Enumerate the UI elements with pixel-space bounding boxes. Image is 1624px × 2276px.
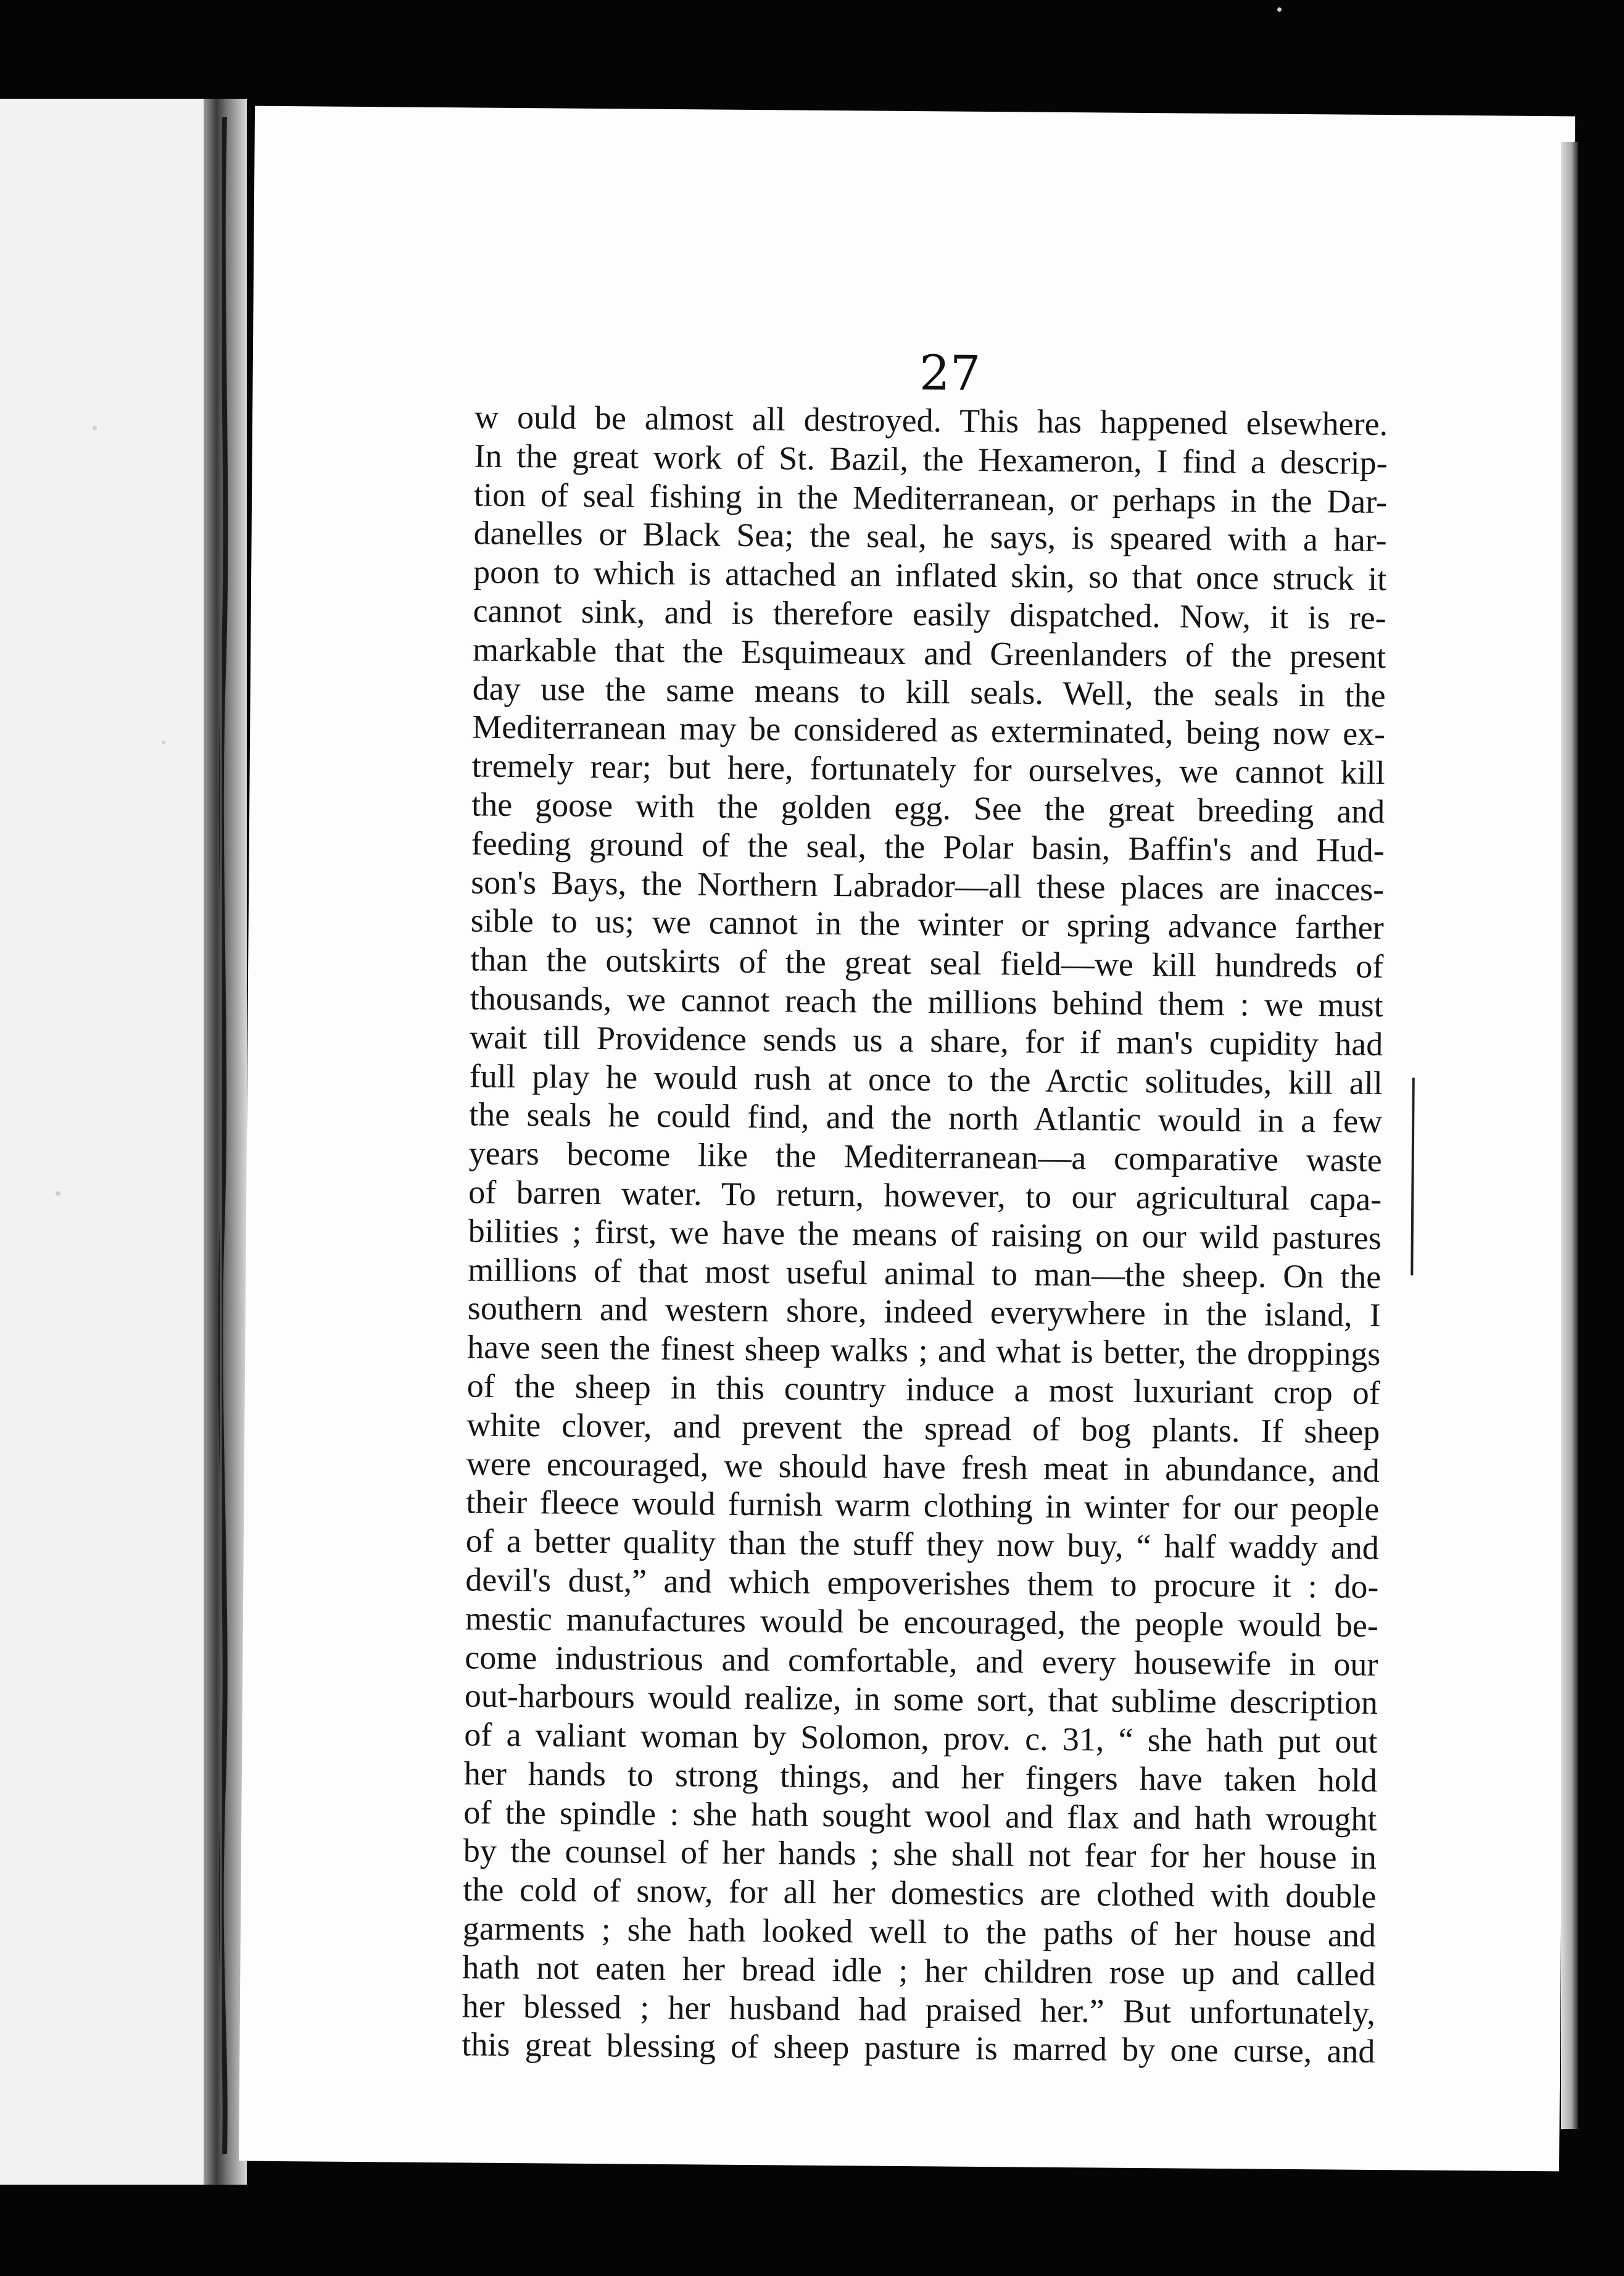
dust-speck — [1277, 7, 1282, 12]
text-line: years become like the Mediterranean—a comparative waste — [468, 1134, 1382, 1179]
text-line: wait till Providence sends us a share, for if man's cupidity had — [470, 1018, 1383, 1063]
text-line: this great blessing of sheep pasture is marred by one curse, and — [462, 2025, 1375, 2070]
text-line: their fleece would furnish warm clothing in winter for our people — [466, 1483, 1380, 1528]
text-line: out-harbours would realize, in some sort, that sublime description — [464, 1677, 1378, 1722]
text-line: the cold of snow, for all her domestics are clothed with double — [463, 1871, 1377, 1916]
text-line: southern and western shore, indeed everywhere in the island, I — [467, 1289, 1382, 1334]
text-line: than the outskirts of the great seal field—we kill hundreds of — [470, 941, 1384, 986]
page-number: 27 — [919, 346, 981, 402]
text-line: thousands, we cannot reach the millions behind them : we must — [470, 979, 1383, 1024]
text-line: hath not eaten her bread idle ; her children rose up and called — [462, 1948, 1376, 1993]
text-line: devil's dust,” and which empoverishes them to procure it : do- — [465, 1561, 1379, 1605]
text-line: by the counsel of her hands ; she shall not fear for her house in — [463, 1832, 1377, 1877]
text-line: w ould be almost all destroyed. This has happened elsewhere. — [474, 398, 1388, 443]
text-line: come industrious and comfortable, and every housewife in our — [465, 1638, 1378, 1683]
book-page — [239, 106, 1575, 2172]
text-line: poon to which is attached an inflated skin, so that once struck it — [473, 553, 1387, 598]
text-line: danelles or Black Sea; the seal, he says, is speared with a har- — [473, 514, 1387, 559]
text-line: cannot sink, and is therefore easily dispatched. Now, it is re- — [473, 592, 1386, 637]
text-line: of the spindle : she hath sought wool and flax and hath wrought — [463, 1793, 1377, 1838]
text-line: her blessed ; her husband had praised her.” But unfortunately, — [462, 1987, 1376, 2032]
text-line: the goose with the golden egg. See the great breeding and — [471, 786, 1385, 831]
binding-stitch — [215, 117, 234, 2154]
text-line: were encouraged, we should have fresh meat in abundance, and — [466, 1444, 1380, 1489]
dust-speck — [56, 1191, 60, 1196]
text-line: day use the same means to kill seals. Well, the seals in the — [472, 670, 1386, 714]
text-line: bilities ; first, we have the means of raising on our wild pastures — [468, 1212, 1382, 1256]
dust-speck — [93, 426, 97, 430]
text-line: her hands to strong things, and her fingers have taken hold — [463, 1755, 1378, 1799]
text-line: son's Bays, the Northern Labrador—all these places are inacces- — [471, 863, 1385, 908]
page-text-block — [462, 397, 1388, 2071]
text-line: Mediterranean may be considered as exterminated, being now ex- — [471, 708, 1386, 753]
margin-mark — [1411, 1078, 1415, 1275]
text-line: white clover, and prevent the spread of bog plants. If sheep — [466, 1406, 1380, 1450]
text-line: of a better quality than the stuff they now buy, “ half waddy and — [465, 1522, 1380, 1567]
text-line: tremely rear; but here, fortunately for ourselves, we cannot kill — [471, 747, 1385, 792]
text-line: feeding ground of the seal, the Polar basin, Baffin's and Hud- — [471, 824, 1385, 869]
text-line: of barren water. To return, however, to our agricultural capa- — [468, 1173, 1382, 1218]
text-line: full play he would rush at once to the Arctic solitudes, kill all — [469, 1057, 1383, 1102]
text-line: tion of seal fishing in the Mediterranean, or perhaps in the Dar- — [473, 476, 1388, 520]
text-line: of a valiant woman by Solomon, prov. c. 31, “ she hath put out — [464, 1716, 1378, 1761]
text-line: have seen the finest sheep walks ; and what is better, the droppings — [467, 1328, 1381, 1373]
page-edge-shadow — [1561, 142, 1578, 2129]
left-page-leaf — [0, 99, 204, 2185]
text-line: mestic manufactures would be encouraged, the people would be- — [465, 1600, 1379, 1644]
dust-speck — [162, 741, 165, 744]
text-line: millions of that most useful animal to man—the sheep. On the — [468, 1250, 1382, 1295]
text-line: garments ; she hath looked well to the paths of her house and — [462, 1909, 1377, 1954]
text-line: sible to us; we cannot in the winter or spring advance farther — [470, 902, 1384, 947]
text-line: the seals he could find, and the north Atlantic would in a few — [469, 1095, 1383, 1140]
text-line: In the great work of St. Bazil, the Hexameron, I find a descrip- — [474, 437, 1388, 481]
text-line: markable that the Esquimeaux and Greenlanders of the present — [472, 631, 1386, 675]
text-line: of the sheep in this country induce a most luxuriant crop of — [466, 1367, 1381, 1411]
